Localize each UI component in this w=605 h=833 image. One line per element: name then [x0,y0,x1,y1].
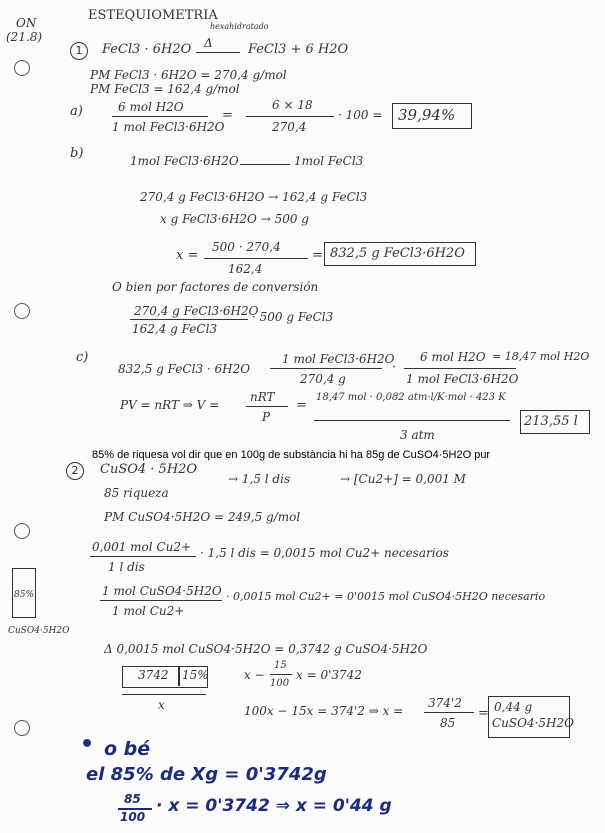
c-result: 213,55 l [524,414,578,429]
fraction-bar [112,116,208,117]
p2-reactant: CuSO4 · 5H2O [100,462,198,477]
fraction-bar [270,368,382,369]
p2-l1-num: 0,001 mol Cu2+ [92,540,192,554]
a-eq-num: 6 × 18 [272,98,313,112]
p2-eq1-den: 100 [270,678,290,689]
p2-arrow-1: → 1,5 l dis [228,472,291,486]
margin-code: ON [16,16,37,30]
p2-l2-den: 1 mol Cu2+ [112,604,185,618]
purity-bar-value: 3742 [138,668,169,682]
c-f1-num: 1 mol FeCl3·6H2O [282,352,395,366]
part-b-label: b) [70,146,84,161]
fraction-bar [246,116,334,117]
alt-frac-num: 85 [124,792,141,806]
p2-arrow-2: → [Cu2+] = 0,001 M [340,472,466,486]
c-start: 832,5 g FeCl3 · 6H2O [118,362,251,376]
b-line3: x g FeCl3·6H2O → 500 g [160,212,309,226]
page-title: ESTEQUIOMETRIA [88,8,218,23]
p2-l2-tail: · 0,0015 mol Cu2+ = 0'0015 mol CuSO4·5H2O necesario [226,590,546,603]
punch-hole [14,523,30,539]
c-gas-law: PV = nRT ⇒ V = [120,398,220,412]
p2-eq2-den: 85 [440,716,456,730]
fraction-bar [424,712,474,713]
fraction-bar [404,368,516,369]
fraction-bar [204,258,308,259]
fraction-bar [90,556,196,557]
b-alt-den: 162,4 g FeCl3 [132,322,218,336]
b-line2: 270,4 g FeCl3·6H2O → 162,4 g FeCl3 [140,190,368,204]
p2-eq1: x − [244,668,265,682]
problem-number: 1 [70,42,88,60]
purity-bar-pct: 15% [182,668,209,682]
dot: · [392,360,397,375]
problem-number: 2 [66,462,84,480]
b-frac-num: 500 · 270,4 [212,240,281,254]
c-gas-den: P [262,410,271,424]
reaction-arrow-label: Δ [204,36,213,50]
alt-title: o bé [104,738,151,760]
arrow [240,164,290,165]
molar-mass-2: PM FeCl3 = 162,4 g/mol [90,82,240,96]
equals-sign: = [222,108,233,123]
c-f2-den: 1 mol FeCl3·6H2O [406,372,519,386]
p2-l2-num: 1 mol CuSO4·5H2O [102,584,222,598]
margin-code-2: (21.8) [6,30,43,44]
b-alt-tail: · 500 g FeCl3 [252,310,334,324]
over-arrow-note: hexahidratado [210,22,269,31]
fraction-bar [100,600,222,601]
alt-frac-den: 100 [120,810,146,824]
purity-note: 85% de riquesa vol dir que en 100g de substància hi ha 85g de CuSO4·5H2O pur [92,449,491,461]
purity-bar-x: x [158,698,165,712]
b-line1-left: 1mol FeCl3·6H2O [130,154,239,168]
fraction-bar [270,674,292,675]
p2-result-1: 0,44 g [494,700,533,714]
b-result: 832,5 g FeCl3·6H2O [330,246,465,261]
p2-eq1-tail: x = 0'3742 [296,668,362,682]
b-line1-right: 1mol FeCl3 [294,154,364,168]
punch-hole [14,303,30,319]
bullet: • [80,732,95,757]
a-fraction-num: 6 mol H2O [118,100,184,114]
p2-eq1-num: 15 [274,660,287,671]
p2-l1-tail: · 1,5 l dis = 0,0015 mol Cu2+ necesarios [200,546,449,560]
c-vals-num: 18,47 mol · 0,082 atm·l/K·mol · 423 K [316,392,506,403]
purity-bar-divider [178,666,180,686]
b-alt-text: O bien por factores de conversión [112,280,319,294]
c-vals-den: 3 atm [400,428,435,442]
fraction-bar [246,406,288,407]
reaction-left: FeCl3 · 6H2O [102,42,192,57]
reaction-arrow [196,52,240,53]
margin-box-label: 85% [14,590,35,600]
p2-eq2: 100x − 15x = 374'2 ⇒ x = [244,704,404,718]
p2-l1-den: 1 l dis [108,560,145,574]
c-result-mol: = 18,47 mol H2O [492,350,590,363]
fraction-bar [130,319,248,320]
punch-hole [14,60,30,76]
b-frac-den: 162,4 [228,262,263,276]
a-eq-den: 270,4 [272,120,307,134]
p2-purity: 85 riqueza [104,486,169,500]
b-x: x = [176,248,199,263]
p2-l3: Δ 0,0015 mol CuSO4·5H2O = 0,3742 g CuSO4·5H2O [104,642,428,656]
c-gas-eq: = [296,398,307,413]
a-fraction-den: 1 mol FeCl3·6H2O [112,120,225,134]
punch-hole [14,720,30,736]
equals-sign: = [478,706,489,721]
alt-line-1: el 85% de Xg = 0'3742g [86,764,327,785]
p2-result-2: CuSO4·5H2O [492,716,574,730]
a-eq-tail: · 100 = [338,108,383,122]
alt-line-2: · x = 0'3742 ⇒ x = 0'44 g [156,796,392,816]
brace-line [122,694,206,695]
c-f1-den: 270,4 g [300,372,346,386]
c-f2-num: 6 mol H2O [420,350,486,364]
c-gas-num: nRT [250,390,275,404]
molar-mass-1: PM FeCl3 · 6H2O = 270,4 g/mol [90,68,287,82]
margin-caption: CuSO4·5H2O [8,626,70,636]
part-a-label: a) [70,104,83,119]
p2-molar-mass: PM CuSO4·5H2O = 249,5 g/mol [104,510,301,524]
fraction-bar [314,420,510,421]
part-c-label: c) [76,350,89,365]
b-alt-num: 270,4 g FeCl3·6H2O [134,304,259,318]
reaction-right: FeCl3 + 6 H2O [248,42,349,57]
equals-sign: = [312,248,323,263]
a-result: 39,94% [398,106,456,124]
p2-eq2-num: 374'2 [428,696,462,710]
